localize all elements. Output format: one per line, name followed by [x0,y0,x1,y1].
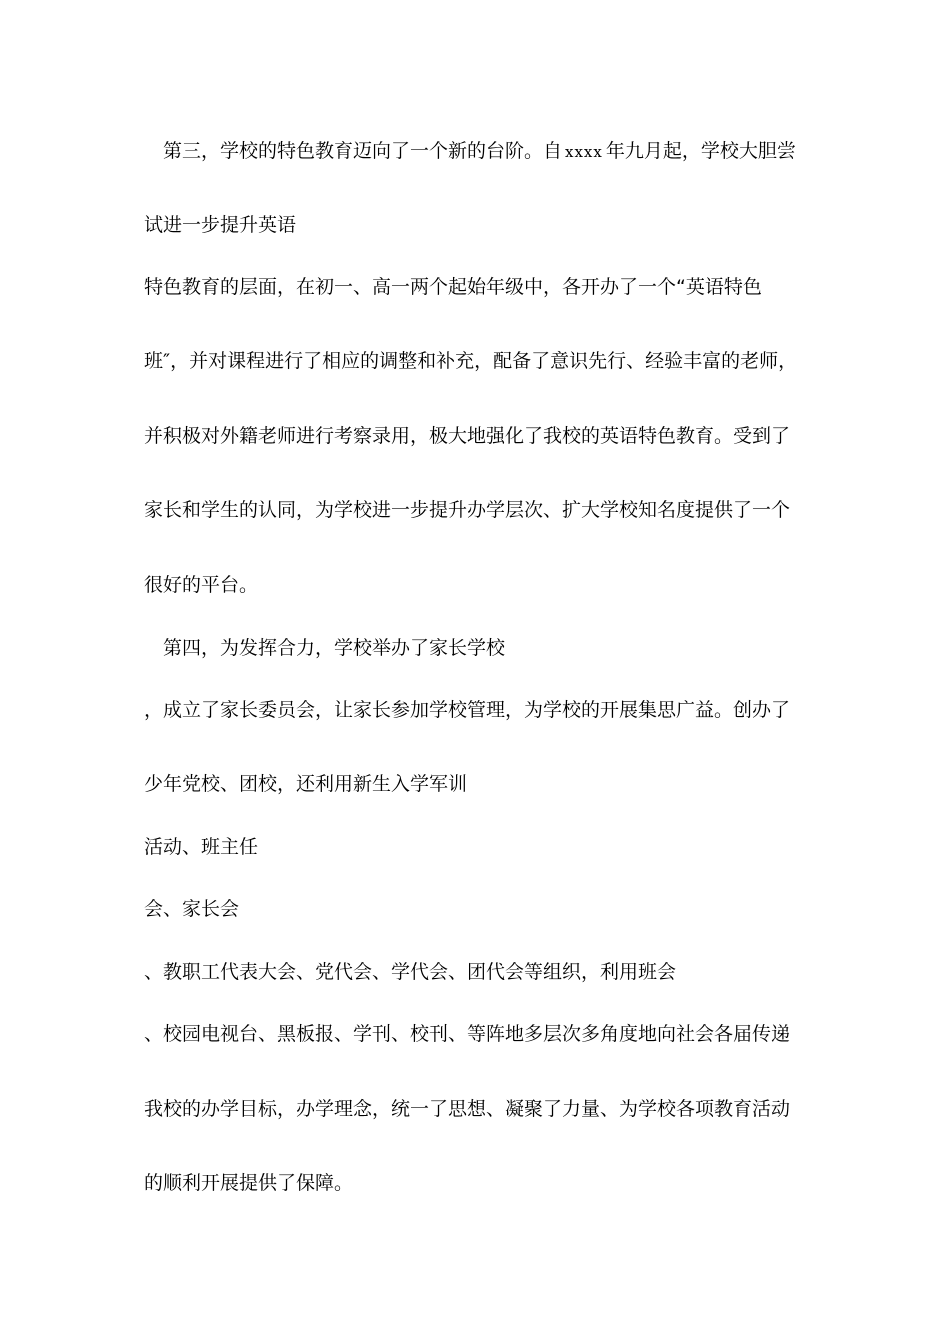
paragraph-3-line-6: 家长和学生的认同，为学校进一步提升办学层次、扩大学校知名度提供了一个 [144,499,791,521]
text-run: 年九月起，学校大胆尝 [605,140,796,162]
text-run: 第三，学校的特色教育迈向了一个新的台阶。自 [163,140,563,162]
paragraph-3-line-3: 特色教育的层面，在初一、高一两个起始年级中，各开办了一个“英语特色 [144,276,762,298]
year-placeholder: xxxx [565,143,603,161]
paragraph-4-line-3: 少年党校、团校，还利用新生入学军训 [144,773,468,795]
paragraph-4-line-4: 活动、班主任 [144,836,259,858]
paragraph-3-line-7: 很好的平台。 [144,574,259,596]
paragraph-4-line-1: 第四，为发挥合力，学校举办了家长学校 [163,637,506,659]
paragraph-4-line-8: 我校的办学目标，办学理念，统一了思想、凝聚了力量、为学校各项教育活动 [144,1098,791,1120]
paragraph-3-line-2: 试进一步提升英语 [144,214,297,236]
paragraph-4-line-9: 的顺利开展提供了保障。 [144,1172,354,1194]
paragraph-3-line-5: 并积极对外籍老师进行考察录用，极大地强化了我校的英语特色教育。受到了 [144,425,791,447]
paragraph-3-line-4: 班″，并对课程进行了相应的调整和补充，配备了意识先行、经验丰富的老师， [144,350,798,372]
paragraph-4-line-7: 、校园电视台、黑板报、学刊、校刊、等阵地多层次多角度地向社会各届传递 [144,1023,791,1045]
paragraph-4-line-2: ，成立了家长委员会，让家长参加学校管理，为学校的开展集思广益。创办了 [144,699,791,721]
paragraph-4-line-6: 、教职工代表大会、党代会、学代会、团代会等组织，利用班会 [144,961,677,983]
paragraph-4-line-5: 会、家长会 [144,898,240,920]
paragraph-3-line-1 [163,139,796,164]
